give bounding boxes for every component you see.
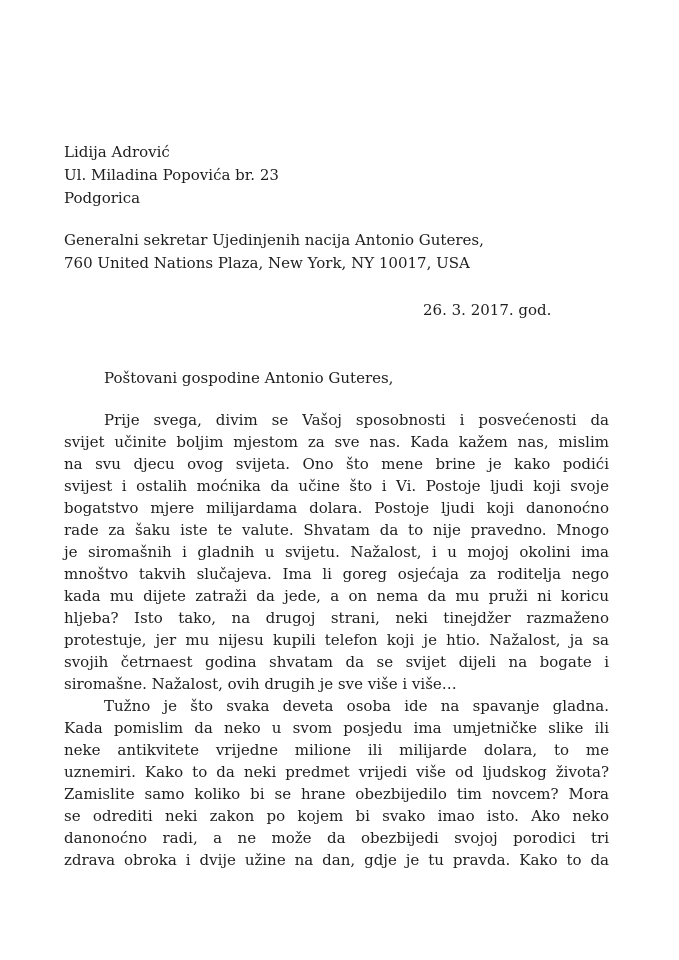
recipient-line-2: 760 United Nations Plaza, New York, NY 10017, USA bbox=[64, 254, 470, 272]
salutation: Poštovani gospodine Antonio Guteres, bbox=[104, 369, 394, 387]
paragraph-1-line: svojih četrnaest godina shvatam da se svijet dijeli na bogate i bbox=[64, 653, 609, 671]
paragraph-1-line: svijest i ostalih moćnika da učine što i Vi. Postoje ljudi koji svoje bbox=[64, 477, 609, 495]
paragraph-1-line: siromašne. Nažalost, ovih drugih je sve više i više… bbox=[64, 675, 457, 693]
paragraph-1-line: na svu djecu ovog svijeta. Ono što mene brine je kako podići bbox=[64, 455, 609, 473]
paragraph-1-line: svijet učinite boljim mjestom za sve nas. Kada kažem nas, mislim bbox=[64, 433, 609, 451]
paragraph-1-line: hljeba? Isto tako, na drugoj strani, neki tinejdžer razmaženo bbox=[64, 609, 609, 627]
paragraph-2-line: Zamislite samo koliko bi se hrane obezbijedilo tim novcem? Mora bbox=[64, 785, 609, 803]
paragraph-2-line: uznemiri. Kako to da neki predmet vrijedi više od ljudskog života? bbox=[64, 763, 609, 781]
paragraph-1-line: mnoštvo takvih slučajeva. Ima li goreg osjećaja za roditelja nego bbox=[64, 565, 609, 583]
recipient-line-1: Generalni sekretar Ujedinjenih nacija Antonio Guteres, bbox=[64, 231, 484, 249]
paragraph-2-line: se odrediti neki zakon po kojem bi svako imao isto. Ako neko bbox=[64, 807, 609, 825]
paragraph-1-line: rade za šaku iste te valute. Shvatam da to nije pravedno. Mnogo bbox=[64, 521, 609, 539]
paragraph-1-line: kada mu dijete zatraži da jede, a on nema da mu pruži ni koricu bbox=[64, 587, 609, 605]
paragraph-1-line: bogatstvo mjere milijardama dolara. Postoje ljudi koji danonoćno bbox=[64, 499, 609, 517]
sender-name: Lidija Adrović bbox=[64, 143, 170, 161]
paragraph-1-line: protestuje, jer mu nijesu kupili telefon koji je htio. Nažalost, ja sa bbox=[64, 631, 609, 649]
paragraph-2-line: neke antikvitete vrijedne milione ili milijarde dolara, to me bbox=[64, 741, 609, 759]
paragraph-1-line: je siromašnih i gladnih u svijetu. Nažalost, i u mojoj okolini ima bbox=[64, 543, 609, 561]
paragraph-1-line: Prije svega, divim se Vašoj sposobnosti i posvećenosti da bbox=[104, 411, 609, 429]
paragraph-2-line: danonoćno radi, a ne može da obezbijedi svojoj porodici tri bbox=[64, 829, 609, 847]
paragraph-2-line: zdrava obroka i dvije užine na dan, gdje je tu pravda. Kako to da bbox=[64, 851, 609, 869]
sender-street: Ul. Miladina Popovića br. 23 bbox=[64, 166, 279, 184]
paragraph-2-line: Kada pomislim da neko u svom posjedu ima umjetničke slike ili bbox=[64, 719, 609, 737]
paragraph-2-line: Tužno je što svaka deveta osoba ide na spavanje gladna. bbox=[104, 697, 609, 715]
letter-date: 26. 3. 2017. god. bbox=[423, 301, 552, 319]
sender-city: Podgorica bbox=[64, 189, 141, 207]
